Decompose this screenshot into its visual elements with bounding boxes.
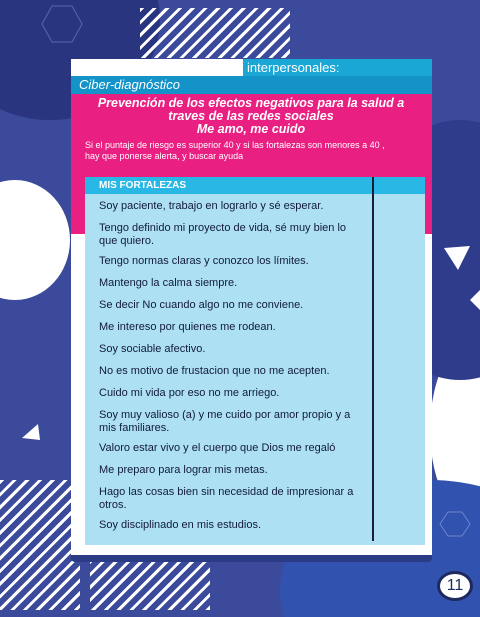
strength-line: Me preparo para lograr mis metas. [99, 464, 268, 476]
strength-item [99, 486, 367, 511]
strengths-panel [85, 177, 425, 545]
strength-line: otros. [99, 498, 127, 511]
panel-divider [372, 177, 374, 541]
strength-item [99, 464, 367, 477]
strength-line: Soy sociable afectivo. [99, 343, 206, 355]
title-line-1: Prevención de los efectos negativos para la salud a [97, 96, 405, 110]
strength-line: Valoro estar vivo y el cuerpo que Dios me regaló [99, 442, 336, 454]
strength-line: Tengo normas claras y conozco los límites. [99, 255, 309, 267]
strength-line: Soy paciente, trabajo en lograrlo y sé esperar. [99, 200, 324, 212]
decor-triangle-right [444, 246, 470, 270]
strength-line: Se decir No cuando algo no me conviene. [99, 299, 304, 311]
top-bar [71, 59, 432, 76]
section-bar [71, 76, 432, 94]
strength-line: No es motivo de frustacion que no me acepten. [99, 365, 330, 377]
card-sheet [71, 59, 432, 555]
title-line-2: traves de las redes sociales [168, 109, 334, 123]
strength-item [99, 299, 367, 312]
decor-hexagon-top [42, 6, 82, 42]
content-card [71, 59, 432, 562]
decor-triangle-small [22, 424, 40, 440]
strength-item [99, 442, 367, 455]
strength-item [99, 222, 367, 247]
strength-line: Mantengo la calma siempre. [99, 277, 238, 289]
strength-line: Soy disciplinado en mis estudios. [99, 519, 262, 531]
note-line-2: hay que ponerse alerta, y buscar ayuda [85, 151, 244, 161]
strength-item [99, 321, 367, 334]
strengths-heading: MIS FORTALEZAS [99, 180, 187, 191]
strength-item [99, 277, 367, 290]
strength-line: Soy muy valioso (a) y me cuido por amor propio y a [99, 409, 351, 421]
section-label: Ciber-diagnóstico [79, 77, 180, 92]
strength-line: Cuido mi vida por eso no me arriego. [99, 387, 280, 399]
decor-triangle-edge [470, 290, 480, 310]
page-number: 11 [437, 571, 473, 601]
strength-line: mis familiares. [99, 421, 170, 434]
strength-item [99, 387, 367, 400]
strength-line: Me intereso por quienes me rodean. [99, 321, 276, 333]
title-line-3: Me amo, me cuido [196, 122, 306, 136]
strength-line: que quiero. [99, 234, 155, 247]
note-line-1: Si el puntaje de riesgo es superior 40 y si las fortalezas son menores a 40 , [85, 140, 385, 150]
strength-item [99, 409, 367, 434]
decor-hexagon-bottom [440, 512, 470, 536]
strength-item [99, 519, 367, 532]
strength-item [99, 365, 367, 378]
strength-line: Hago las cosas bien sin necesidad de impresionar a [99, 486, 354, 498]
strength-item [99, 343, 367, 356]
strength-line: Tengo definido mi proyecto de vida, sé muy bien lo [99, 222, 347, 234]
strength-item [99, 255, 367, 268]
top-bar-label: interpersonales: [247, 60, 340, 75]
strength-item [99, 200, 367, 213]
strengths-header [85, 177, 425, 194]
